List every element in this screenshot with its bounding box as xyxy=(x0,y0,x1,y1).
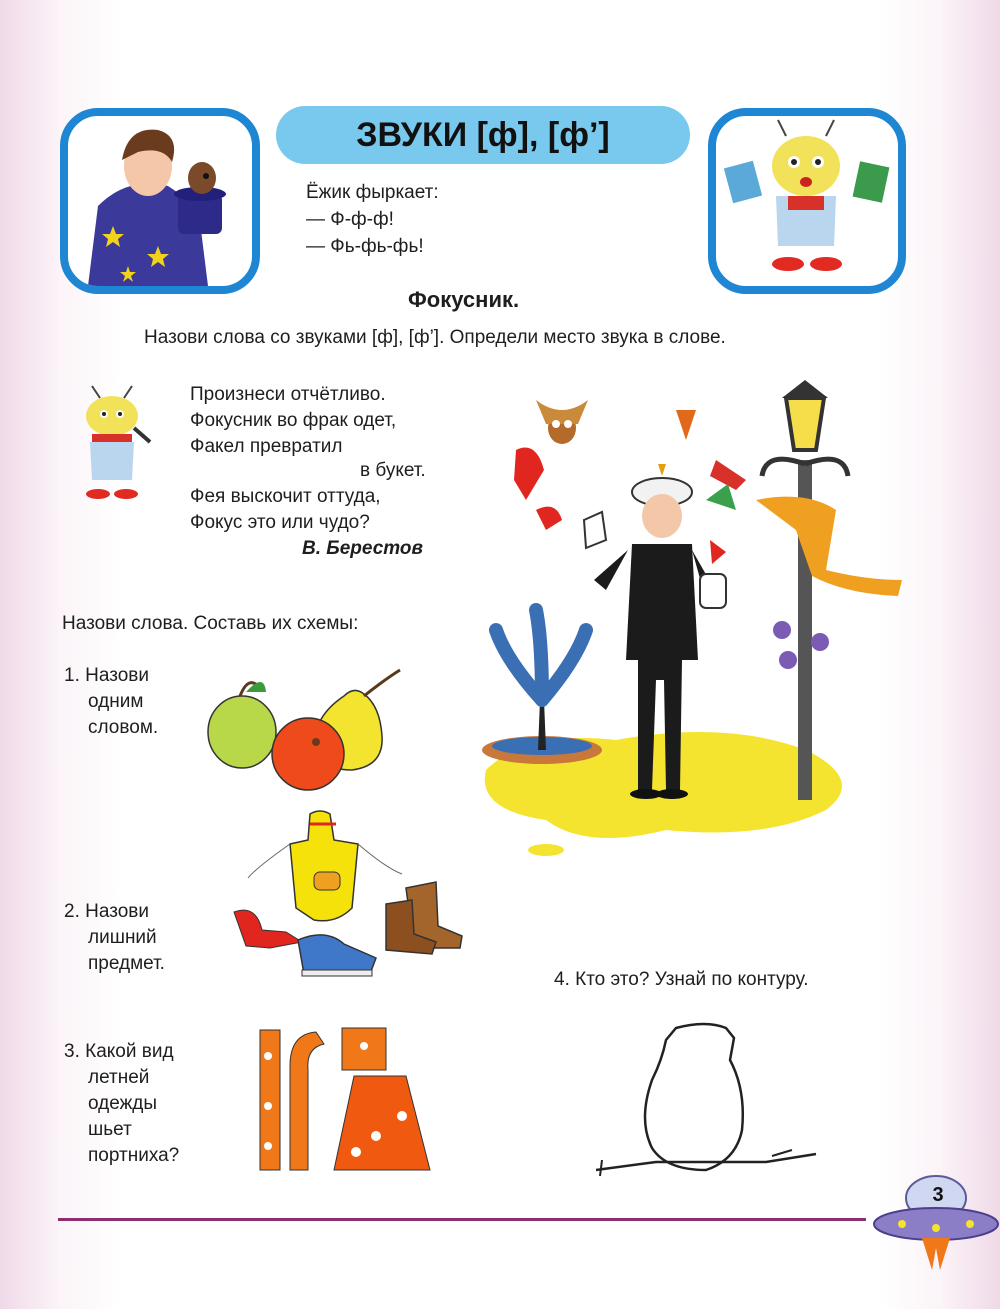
tasks-intro: Назови слова. Составь их схемы: xyxy=(62,613,359,634)
alien-with-cards-illustration xyxy=(716,116,898,286)
page-title: ЗВУКИ [ф], [ф’] xyxy=(276,106,690,164)
magician-boy-illustration xyxy=(68,116,252,286)
poem-line-4: в букет. xyxy=(360,460,426,481)
intro-line-1: Ёжик фыркает: xyxy=(306,182,439,203)
clothing-items-illustration xyxy=(226,808,466,984)
poem-line-1: Произнеси отчётливо. xyxy=(190,384,386,405)
intro-line-2: — Ф-ф-ф! xyxy=(306,209,394,230)
task-2-line-2: лишний xyxy=(88,927,157,948)
poem-line-2: Фокусник во фрак одет, xyxy=(190,410,397,431)
fabric-pieces-illustration xyxy=(256,1026,436,1176)
task-3-line-3: одежды xyxy=(88,1093,158,1114)
task-1-line-1: 1. Назови xyxy=(64,665,149,686)
fruits-illustration xyxy=(204,666,414,796)
page-number: 3 xyxy=(932,1184,944,1206)
intro-line-3: — Фь-фь-фь! xyxy=(306,236,424,257)
task-3-line-4: шьет xyxy=(88,1119,132,1140)
task-1-line-2: одним xyxy=(88,691,144,712)
task-3-line-2: летней xyxy=(88,1067,150,1088)
magician-scene-illustration xyxy=(466,380,906,860)
section-heading: Фокусник. xyxy=(408,287,520,312)
task-4-label: 4. Кто это? Узнай по контуру. xyxy=(554,969,809,990)
task-3-line-5: портниха? xyxy=(88,1145,180,1166)
task-3-line-1: 3. Какой вид xyxy=(64,1041,174,1062)
poem-line-5: Фея выскочит оттуда, xyxy=(190,486,381,507)
footer-divider xyxy=(58,1218,866,1221)
task-2-line-1: 2. Назови xyxy=(64,901,149,922)
poem-line-3: Факел превратил xyxy=(190,436,343,457)
alien-picture-frame xyxy=(708,108,906,294)
magician-boy-picture-frame xyxy=(60,108,260,294)
task-1-line-3: словом. xyxy=(88,717,159,738)
section-instruction: Назови слова со звуками [ф], [ф’]. Определи место звука в слове. xyxy=(144,327,726,348)
poem-author: В. Берестов xyxy=(302,538,423,559)
alien-with-microphone-illustration xyxy=(62,384,162,504)
owl-contour-illustration xyxy=(596,1020,816,1180)
task-2-line-3: предмет. xyxy=(88,953,165,974)
poem-line-6: Фокус это или чудо? xyxy=(190,512,370,533)
